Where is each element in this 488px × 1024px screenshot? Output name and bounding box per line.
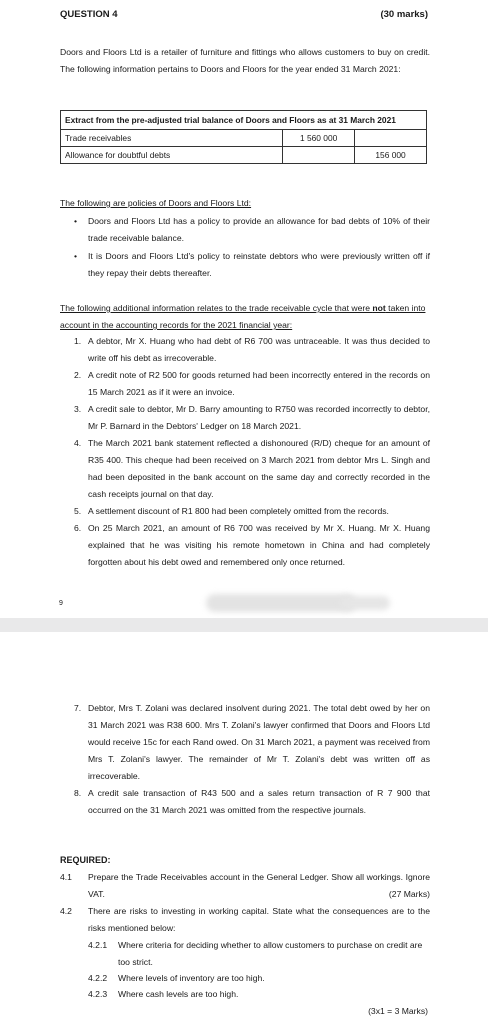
additional-info-list-continued: [74, 700, 430, 819]
blurred-footer: [206, 594, 356, 612]
item-number: 7.: [74, 703, 82, 713]
additional-heading-pre: The following additional information relates to the trade receivable cycle that were: [60, 303, 373, 313]
page-number: 9: [59, 600, 63, 607]
blurred-footer: [340, 596, 390, 610]
bullet-icon: •: [74, 216, 78, 226]
item-number: 2.: [74, 370, 82, 380]
list-item: [74, 785, 430, 819]
required-4-1-text: Prepare the Trade Receivables account in the General Ledger. Show all workings. Ignore VAT.: [88, 872, 430, 899]
question-header: [60, 9, 428, 20]
item-text: On 25 March 2021, an amount of R6 700 was received by Mr X. Huang. Mr X. Huang explained that he was visiting his remote hometown in China and had completely forgotten about his debt owed and remembered only once returned.: [88, 523, 430, 567]
sub-question-text: Where levels of inventory are too high.: [118, 973, 265, 983]
item-number: 8.: [74, 788, 82, 798]
item-number: 6.: [74, 523, 82, 533]
item-text: Debtor, Mrs T. Zolani was declared insolvent during 2021. The total debt owed by her on 31 March 2021 was R38 600. Mrs T. Zolani's lawyer confirmed that Doors and Floors Ltd would receive 15c for each Rand owed. On 31 March 2021, a payment was received from Mrs T. Zolani's lawyer. The remainder of Mr T. Zolani's debt was written off as irrecoverable.: [88, 703, 430, 781]
list-item: [74, 248, 430, 282]
policy-text: Doors and Floors Ltd has a policy to provide an allowance for bad debts of 10% of their trade receivable balance.: [88, 216, 430, 243]
list-item: [74, 700, 430, 785]
table-row: [61, 147, 427, 164]
policies-list: [74, 213, 430, 283]
question-title: QUESTION 4: [60, 9, 118, 20]
policy-text: It is Doors and Floors Ltd's policy to reinstate debtors who were previously written off if they repay their debts thereafter.: [88, 251, 430, 278]
row-debit: 1 560 000: [283, 130, 355, 147]
additional-info-list: [74, 333, 430, 571]
list-item: [74, 213, 430, 247]
row-debit: [283, 147, 355, 164]
question-marks: (30 marks): [380, 9, 428, 20]
sub-question-number: 4.2.1: [88, 940, 108, 950]
list-item: [74, 367, 430, 401]
sub-question-text: Where criteria for deciding whether to allow customers to purchase on credit are too strict.: [118, 940, 423, 967]
required-text: [88, 869, 430, 902]
final-marks: (3x1 = 3 Marks): [368, 1006, 428, 1016]
list-item: [74, 435, 430, 503]
bullet-icon: •: [74, 251, 78, 261]
additional-heading-post: taken into account in the accounting records for the 2021 financial year:: [60, 303, 426, 330]
item-text: The March 2021 bank statement reflected a dishonoured (R/D) cheque for an amount of R35 400. This cheque had been received on 3 March 2021 from debtor Mrs L. Singh and had been deposited in the bank account on the same day and correctly recorded in the cash receipts journal on that day.: [88, 438, 430, 499]
row-credit: [355, 130, 427, 147]
list-item: [74, 503, 430, 520]
table-row: [61, 130, 427, 147]
trial-balance-table: [60, 110, 427, 164]
sub-question-number: 4.2.3: [88, 989, 108, 999]
item-number: 4.: [74, 438, 82, 448]
item-number: 3.: [74, 404, 82, 414]
policies-heading: The following are policies of Doors and Floors Ltd:: [60, 198, 252, 208]
required-4-1: [60, 869, 430, 903]
sub-question-text: Where cash levels are too high.: [118, 989, 239, 999]
required-number: 4.2: [60, 906, 72, 916]
trial-balance-heading: Extract from the pre-adjusted trial balance of Doors and Floors as at 31 March 2021: [61, 111, 427, 130]
row-label: Trade receivables: [61, 130, 283, 147]
item-text: A credit sale transaction of R43 500 and a sales return transaction of R 7 900 that occurred on the 31 March 2021 was omitted from the respective journals.: [88, 788, 430, 815]
row-credit: 156 000: [355, 147, 427, 164]
required-number: 4.1: [60, 872, 72, 882]
list-item: [74, 520, 430, 571]
list-item: [74, 333, 430, 367]
required-4-1-marks: (27 Marks): [388, 888, 430, 899]
sub-question-number: 4.2.2: [88, 973, 108, 983]
item-number: 1.: [74, 336, 82, 346]
required-4-2-text: There are risks to investing in working capital. State what the consequences are to the risks mentioned below:: [88, 906, 430, 933]
item-text: A credit sale to debtor, Mr D. Barry amounting to R750 was recorded incorrectly to debtor, Mr P. Barnard in the Debtors' Ledger on 18 March 2021.: [88, 404, 430, 431]
item-text: A debtor, Mr X. Huang who had debt of R6 700 was untraceable. It was thus decided to write off his debt as irrecoverable.: [88, 336, 430, 363]
additional-info-heading: [60, 300, 430, 334]
item-number: 5.: [74, 506, 82, 516]
additional-heading-bold: not: [372, 303, 386, 313]
list-item: [74, 401, 430, 435]
required-4-2: [60, 903, 430, 937]
intro-paragraph: Doors and Floors Ltd is a retailer of furniture and fittings who allows customers to buy on credit. The following information pertains to Doors and Floors for the year ended 31 March 2021:: [60, 47, 430, 74]
required-heading: REQUIRED:: [60, 855, 111, 865]
row-label: Allowance for doubtful debts: [61, 147, 283, 164]
item-text: A settlement discount of R1 800 had been completely omitted from the records.: [88, 506, 389, 516]
item-text: A credit note of R2 500 for goods returned had been incorrectly entered in the records on 15 March 2021 as if it were an invoice.: [88, 370, 430, 397]
